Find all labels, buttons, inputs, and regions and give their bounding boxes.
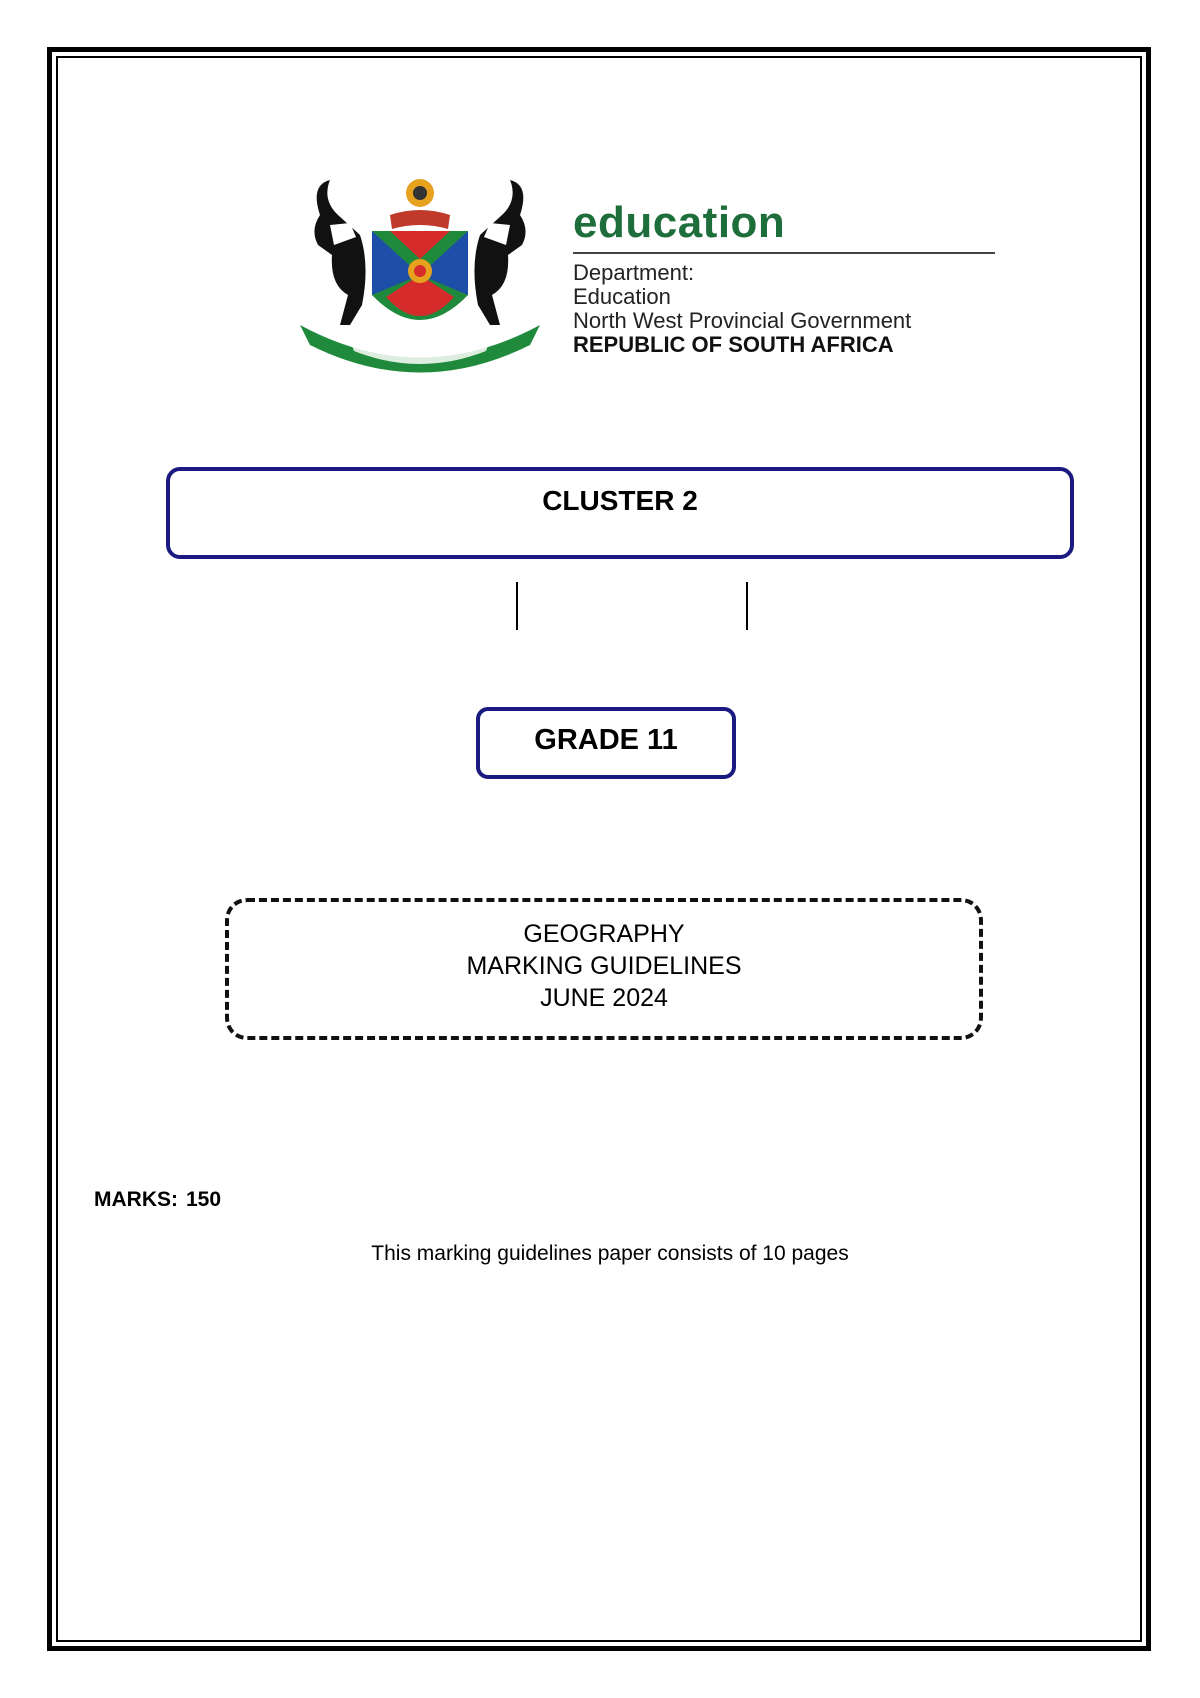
exam-date: JUNE 2024: [540, 984, 668, 1012]
letterhead-education: Education: [573, 284, 671, 309]
document-type: MARKING GUIDELINES: [466, 952, 742, 980]
divider-line-right: [746, 582, 748, 630]
cluster-label: CLUSTER 2: [542, 485, 698, 516]
marks-value: 150: [186, 1188, 222, 1211]
page-count-note: This marking guidelines paper consists of 10 pages: [371, 1242, 849, 1265]
letterhead-divider: [573, 252, 995, 254]
subject-name: GEOGRAPHY: [523, 920, 685, 948]
divider-line-left: [516, 582, 518, 630]
letterhead-government: North West Provincial Government: [573, 308, 912, 333]
marks-label: MARKS:: [94, 1188, 178, 1211]
letterhead-country: REPUBLIC OF SOUTH AFRICA: [573, 332, 894, 357]
marks-line: [94, 1188, 221, 1212]
subject-block: [225, 918, 983, 1014]
coat-of-arms-icon: [290, 175, 550, 375]
letterhead-department: Department:: [573, 260, 695, 285]
letterhead-title: education: [573, 198, 786, 247]
grade-label: GRADE 11: [534, 724, 678, 756]
